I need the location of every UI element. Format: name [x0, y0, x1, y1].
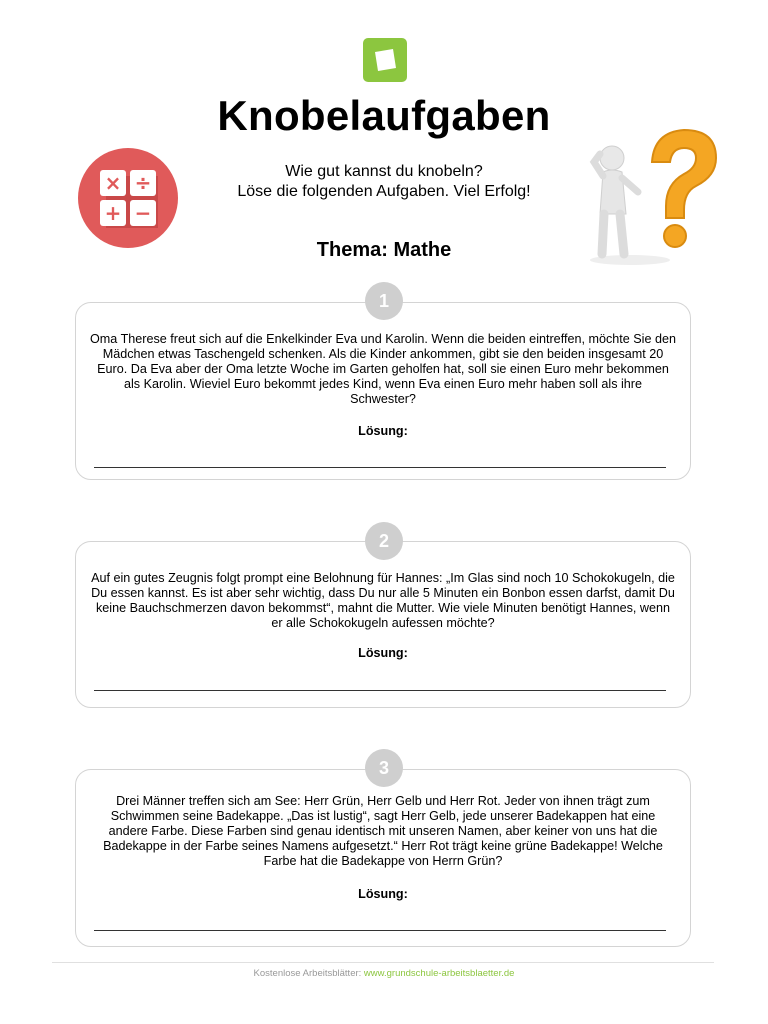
footer	[0, 968, 768, 979]
task-number-badge: 1	[365, 282, 403, 320]
solution-label: Lösung:	[358, 424, 408, 438]
answer-line[interactable]	[94, 467, 666, 468]
task-number-badge: 2	[365, 522, 403, 560]
divide-symbol: ÷	[134, 171, 152, 195]
footer-label: Kostenlose Arbeitsblätter:	[253, 968, 362, 979]
footer-divider	[52, 962, 714, 963]
answer-line[interactable]	[94, 930, 666, 931]
page-title: Knobelaufgaben	[217, 92, 551, 139]
task-box-3	[75, 769, 691, 947]
task-number-badge: 3	[365, 749, 403, 787]
multiply-symbol: ×	[104, 171, 122, 195]
minus-symbol: −	[134, 201, 152, 225]
footer-link[interactable]: www.grundschule-arbeitsblaetter.de	[363, 968, 515, 979]
task-text: Oma Therese freut sich auf die Enkelkinder Eva und Karolin. Wenn die beiden eintreffen, möchte Sie den Mädchen etwas Taschengeld schenken. Als die Kinder ankommen, gibt sie den beiden insgesamt 20 Euro. Da Eva aber der Oma letzte Woche im Garten geholfen hat, soll sie einen Euro mehr bekommen als Karolin. Wieviel Euro bekommt jedes Kind, wenn Eva einen Euro mehr haben soll als ihre Schwester?	[90, 332, 676, 406]
task-box-1	[75, 302, 691, 480]
solution-label: Lösung:	[358, 887, 408, 901]
subtitle-line-2: Löse die folgenden Aufgaben. Viel Erfolg!	[237, 183, 531, 200]
logo-icon	[363, 38, 407, 82]
solution-label: Lösung:	[358, 646, 408, 660]
task-box-2	[75, 541, 691, 708]
plus-symbol: +	[104, 201, 122, 225]
task-text: Drei Männer treffen sich am See: Herr Grün, Herr Gelb und Herr Rot. Jeder von ihnen trägt zum Schwimmen seine Badekappe. „Das ist lustig“, sagt Herr Gelb, jede unserer Badekappen hat eine andere Farbe. Diese Farben sind genau identisch mit unseren Namen, aber keiner von uns hat die Badekappe in der Farbe seines Namens aufgesetzt.“ Herr Rot trägt keine grüne Badekappe! Welche Farbe hat die Badekappe von Herrn Grün?	[103, 794, 663, 868]
answer-line[interactable]	[94, 690, 666, 691]
task-text: Auf ein gutes Zeugnis folgt prompt eine Belohnung für Hannes: „Im Glas sind noch 10 Schokokugeln, die Du essen kannst. Es ist aber sehr wichtig, dass Du nur alle 5 Minuten ein Bonbon essen darfst, damit Du keine Bauchschmerzen davon bekommst“, mahnt die Mutter. Wie viele Minuten benötigt Hannes, wenn er alle Schokokugeln aufessen möchte?	[91, 571, 675, 630]
topic-heading: Thema: Mathe	[316, 239, 452, 261]
subtitle-line-1: Wie gut kannst du knobeln?	[285, 163, 483, 180]
